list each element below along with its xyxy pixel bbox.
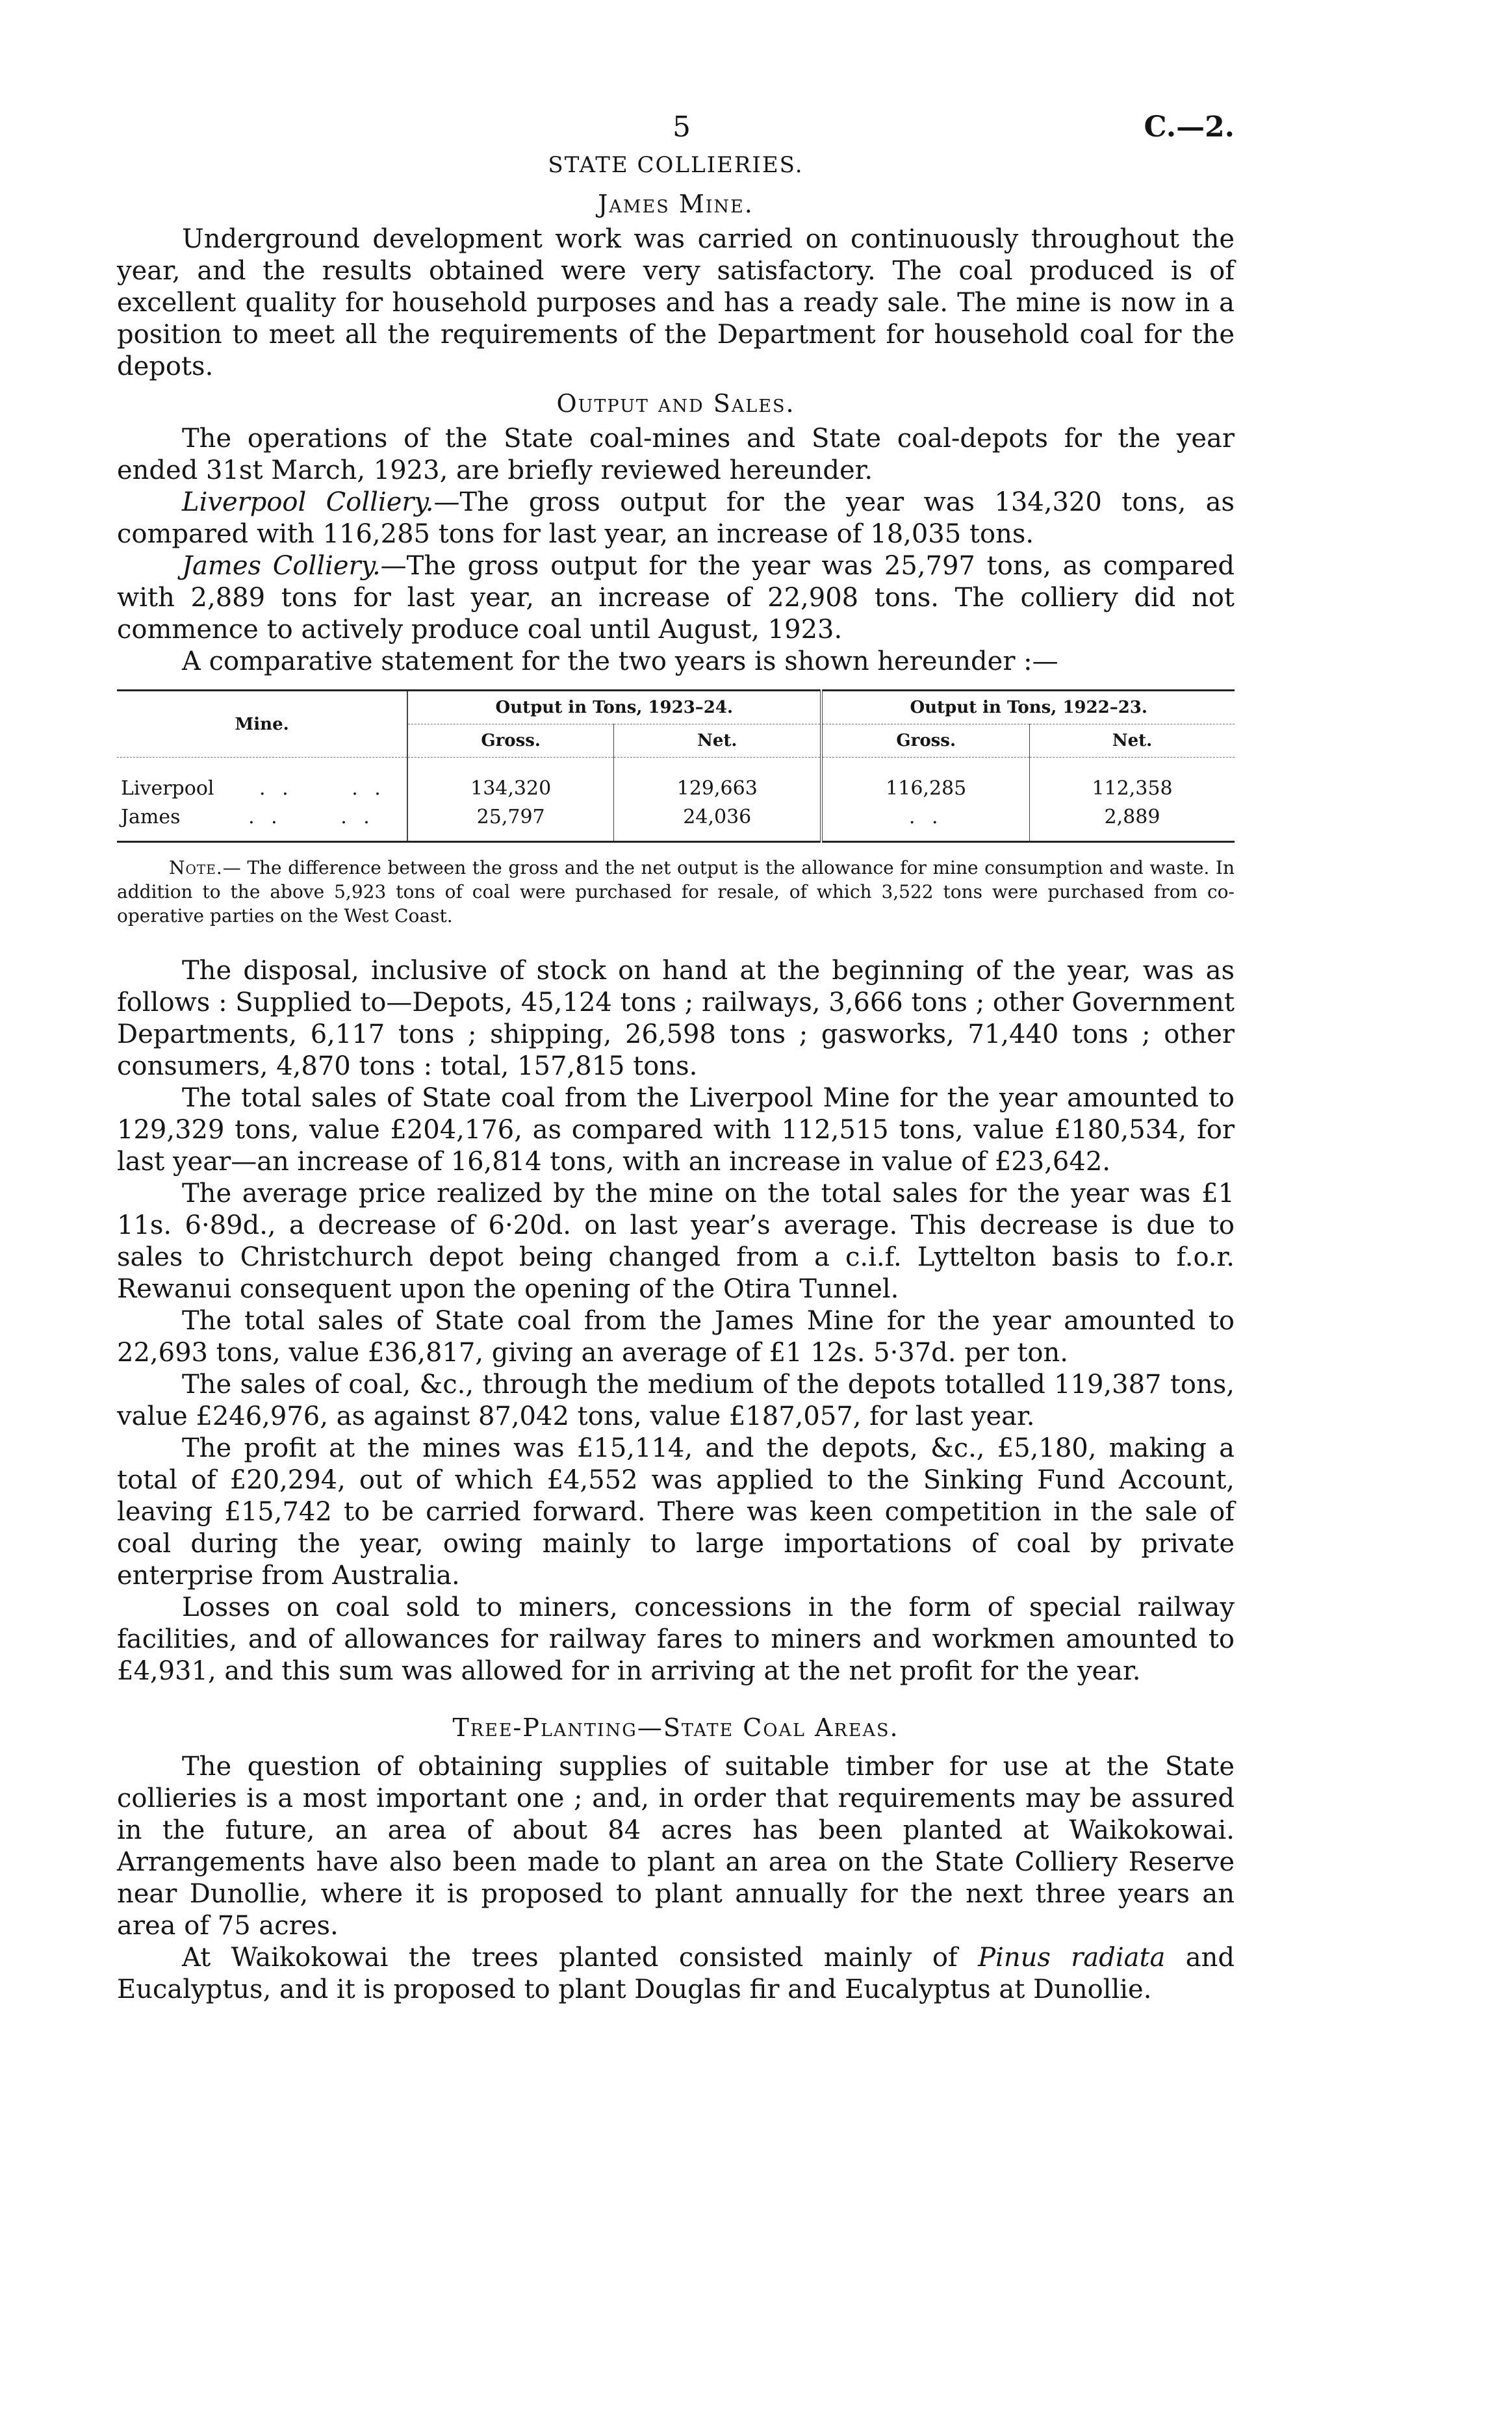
james-colliery-text: —The gross output for the year was 25,797 tons, as compared with 2,889 tons for last year, an increase of 22,908 tons. The colliery did not commence to actively produce coal until August, 1923. (117, 551, 1235, 645)
group-1923-24-header: Output in Tons, 1923–24. (407, 691, 821, 724)
tree-planting-paragraph-2 (117, 1942, 1235, 2006)
net-1923-24-value: 129,663 (614, 758, 822, 804)
leader-dots: . . (340, 806, 375, 828)
net-1922-23-value: 2,889 (1104, 806, 1160, 828)
net-1922-23-header: Net. (1112, 731, 1153, 750)
gross-1922-23-header: Gross. (821, 724, 1029, 758)
profit-paragraph: The profit at the mines was £15,114, and the depots, &c., £5,180, making a total of £20,294, out of which £4,552 was applied to the Sinking Fund Account, leaving £15,742 to be carried forward. There was keen competition in the sale of coal during the year, owing mainly to large importations of coal by private enterprise from Australia. (117, 1433, 1235, 1591)
col-mine-header: Mine. (117, 691, 407, 758)
page-number: 5 (673, 110, 691, 144)
tree-planting-text-a: At Waikokowai the trees planted consisted mainly of (182, 1943, 979, 1973)
mine-name: Liverpool (121, 777, 214, 800)
disposal-and-sales-paragraphs (117, 955, 1235, 1687)
leader-dots: . . (248, 806, 283, 828)
section-title: STATE COLLIERIES. (548, 152, 804, 178)
page-header (117, 110, 1235, 156)
gross-1922-23-value: 116,285 (821, 758, 1029, 804)
table-row (117, 803, 1235, 842)
table-row (117, 758, 1235, 804)
james-colliery-label: James Colliery. (182, 551, 381, 581)
james-sales-paragraph: The total sales of State coal from the James Mine for the year amounted to 22,693 tons, value £36,817, giving an average of £1 12s. 5·37d. per ton. (117, 1306, 1235, 1368)
note-label: Note. (169, 857, 223, 878)
liverpool-colliery-paragraph (117, 487, 1235, 550)
gross-1923-24-header: Gross. (407, 724, 613, 758)
average-price-paragraph: The average price realized by the mine on the total sales for the year was £1 11s. 6·89d., a decrease of 6·20d. on last year’s average. This decrease is due to sales to Christchurch depot being changed from a c.i.f. Lyttelton basis to f.o.r. Rewanui consequent upon the opening of the Otira Tunnel. (117, 1179, 1235, 1304)
net-1922-23-value: 112,358 (1092, 777, 1173, 800)
losses-paragraph: Losses on coal sold to miners, concessions in the form of special railway facilities, and of allowances for railway fares to miners and workmen amounted to £4,931, and this sum was allowed for in arriving at the net profit for the year. (117, 1592, 1235, 1686)
tree-planting-paragraph-1: The question of obtaining supplies of suitable timber for use at the State collieries is a most important one ; and, in order that requirements may be assured in the future, an area of about 84 acres has been planted at Waikokowai. Arrangements have also been made to plant an area on the State Colliery Reserve near Dunollie, where it is proposed to plant annually for the next three years an area of 75 acres. (117, 1752, 1235, 1941)
depot-sales-paragraph: The sales of coal, &c., through the medium of the depots totalled 119,387 tons, value £246,976, as against 87,042 tons, value £187,057, for last year. (117, 1370, 1235, 1431)
output-table (117, 689, 1235, 843)
tree-planting-text-b: and Eucalyptus, and it is proposed to plant Douglas fir and Eucalyptus at Dunollie. (117, 1943, 1235, 2004)
mine-name: James (121, 806, 181, 828)
net-1923-24-value: 24,036 (614, 803, 822, 842)
pinus-radiata-text: Pinus radiata (978, 1943, 1166, 1973)
liverpool-sales-paragraph: The total sales of State coal from the Liverpool Mine for the year amounted to 129,329 tons, value £204,176, as compared with 112,515 tons, value £180,534, for last year—an increase of 16,814 tons, with an increase in value of £23,642. (117, 1083, 1235, 1177)
group-1922-23-header: Output in Tons, 1922–23. (821, 691, 1235, 724)
operations-paragraph: The operations of the State coal-mines and State coal-depots for the year ended 31st March, 1923, are briefly reviewed hereunder. (117, 424, 1235, 485)
note-text: — The difference between the gross and the net output is the allowance for mine consumption and waste. In addition to the above 5,923 tons of coal were purchased for resale, of which 3,522 tons were purchased from co-operative parties on the West Coast. (117, 857, 1235, 927)
liverpool-colliery-label: Liverpool Colliery. (182, 487, 434, 517)
gross-1922-23-value: . . (821, 803, 1029, 842)
liverpool-colliery-text: —The gross output for the year was 134,320 tons, as compared with 116,285 tons for last year, an increase of 18,035 tons. (117, 487, 1235, 549)
document-page (117, 110, 1235, 2006)
tree-planting-heading: Tree-Planting—State Coal Areas. (452, 1713, 899, 1742)
document-reference: C.—2. (1144, 110, 1235, 144)
table-intro: A comparative statement for the two years is shown hereunder :— (182, 646, 1058, 676)
leader-dots: . . (259, 777, 294, 800)
gross-1923-24-value: 25,797 (407, 803, 613, 842)
net-1923-24-header: Net. (614, 724, 822, 758)
leader-dots: . . (352, 777, 386, 800)
table-note (117, 856, 1235, 928)
james-mine-paragraph: Underground development work was carried on continuously throughout the year, and the results obtained were very satisfactory. The coal produced is of excellent quality for household purposes and has a ready sale. The mine is now in a position to meet all the requirements of the Department for household coal for the depots. (117, 224, 1235, 381)
disposal-paragraph: The disposal, inclusive of stock on hand at the beginning of the year, was as follows : Supplied to—Depots, 45,124 tons ; railways, 3,666 tons ; other Government Departments, 6,117 tons ; shipping, 26,598 tons ; gasworks, 71,440 tons ; other consumers, 4,870 tons : total, 157,815 tons. (117, 956, 1235, 1081)
output-sales-heading: Output and Sales. (556, 389, 795, 418)
gross-1923-24-value: 134,320 (407, 758, 613, 804)
james-colliery-paragraph (117, 550, 1235, 646)
james-mine-heading: James Mine. (598, 190, 754, 218)
